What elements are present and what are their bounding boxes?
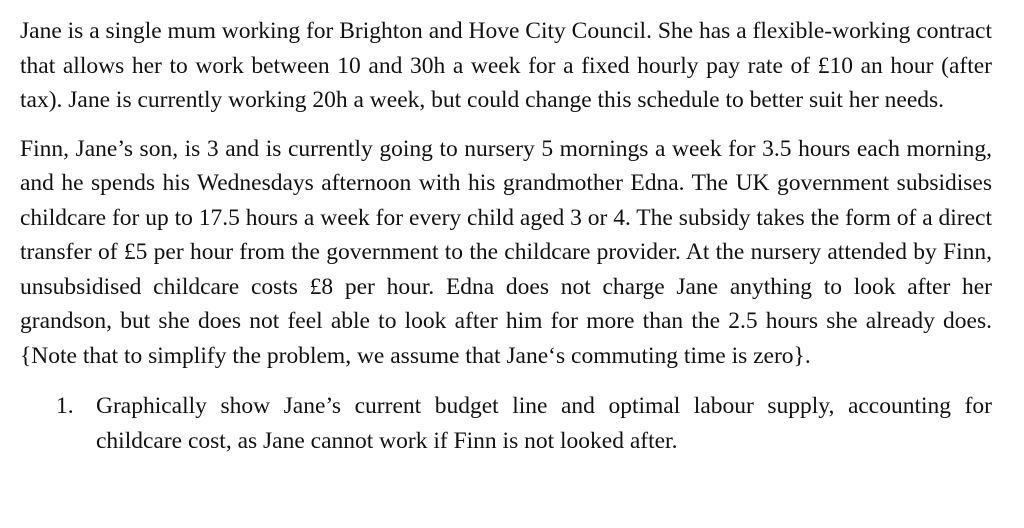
document-page — [20, 14, 992, 458]
question-number: 1. — [56, 393, 74, 419]
question-item — [20, 389, 992, 458]
question-text: Graphically show Jane’s current budget line and optimal labour supply, accounting for childcare cost, as Jane cannot work if Finn is not looked after. — [96, 393, 992, 454]
question-list — [20, 389, 992, 458]
childcare-paragraph: Finn, Jane’s son, is 3 and is currently going to nursery 5 mornings a week for 3.5 hours each morning, and he spends his Wednesdays afternoon with his grandmother Edna. The UK government subsidises childcare for up to 17.5 hours a week for every child aged 3 or 4. The subsidy takes the form of a direct transfer of £5 per hour from the government to the childcare provider. At the nursery attended by Finn, unsubsidised childcare costs £8 per hour. Edna does not charge Jane anything to look after her grandson, but she does not feel able to look after him for more than the 2.5 hours she already does. {Note that to simplify the problem, we assume that Jane‘s commuting time is zero}. — [20, 135, 992, 369]
intro-paragraph: Jane is a single mum working for Brighton and Hove City Council. She has a flexible-working contract that allows her to work between 10 and 30h a week for a fixed hourly pay rate of £10 an hour (after tax). Jane is currently working 20h a week, but could change this schedule to better suit her needs. — [20, 18, 992, 113]
